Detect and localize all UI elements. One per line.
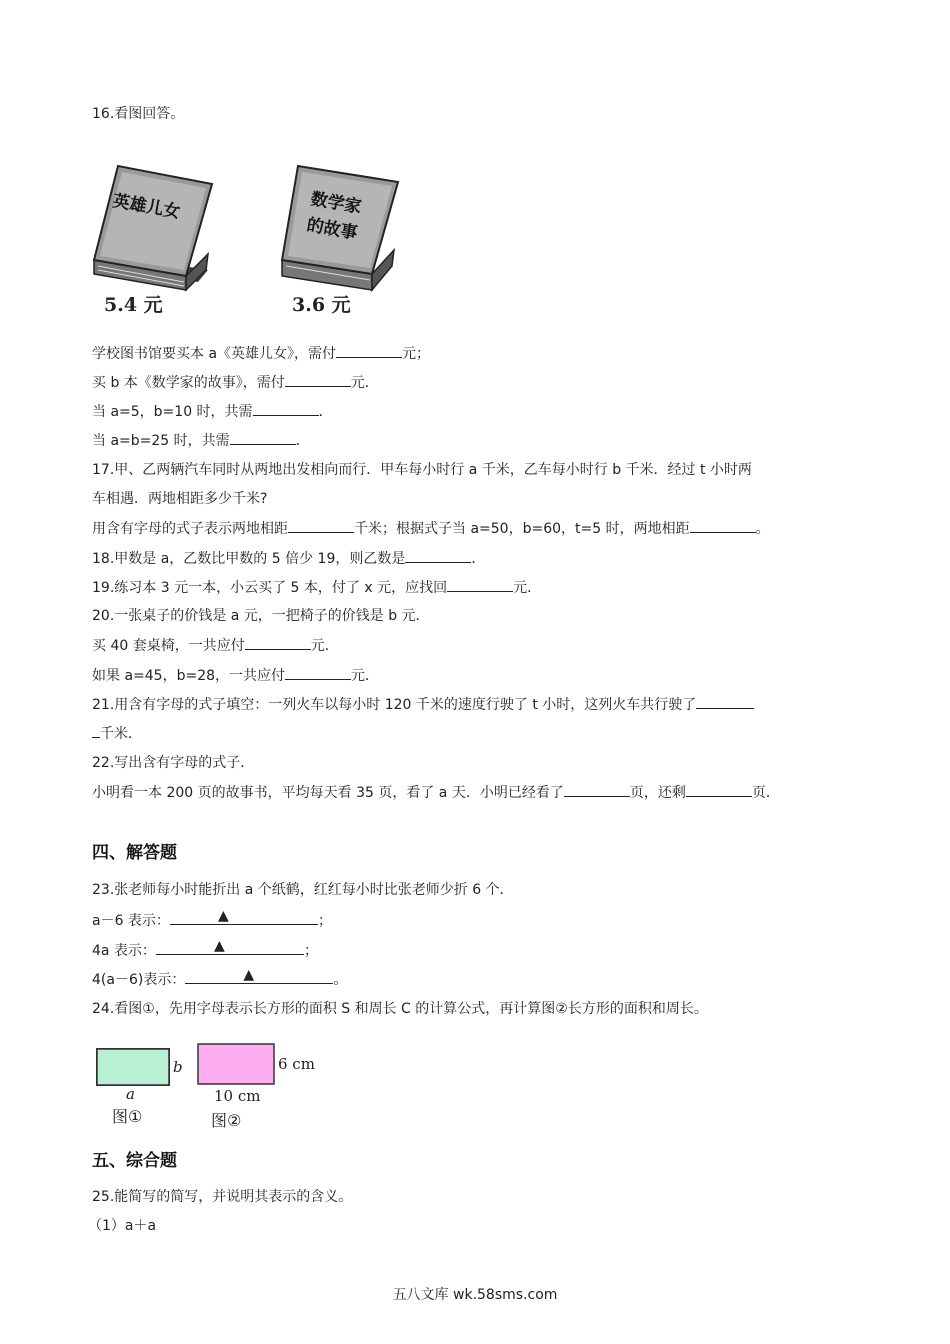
question-24-line-1: 24.看图①，先用字母表示长方形的面积 S 和周长 C 的计算公式，再计算图②长方形的面积和周长。 <box>92 1001 708 1017</box>
text-segment: 。 <box>333 972 348 988</box>
text-segment: 页，还剩 <box>629 785 686 801</box>
answer-blank <box>170 910 318 925</box>
text-segment: 学校图书馆要买本 a《英雄儿女》，需付 <box>92 346 337 362</box>
text-segment: 页． <box>751 785 780 801</box>
answer-blank <box>447 577 513 592</box>
triangle-marker-icon: ▲ <box>243 967 255 983</box>
question-23-line-3 <box>92 940 318 961</box>
figure-1-side-label: b <box>173 1058 183 1076</box>
question-19 <box>92 577 541 598</box>
triangle-marker-icon: ▲ <box>217 908 229 924</box>
answer-blank <box>405 548 471 563</box>
question-16-line-3 <box>92 401 333 422</box>
text-segment: 用含有字母的式子表示两地相距 <box>92 521 288 537</box>
answer-blank <box>253 401 319 416</box>
text-segment: 4(a－6)表示： <box>92 972 186 988</box>
figure-2-bottom-label: 10 cm <box>214 1087 261 1105</box>
answer-blank <box>696 694 754 709</box>
text-segment: 小明看一本 200 页的故事书，平均每天看 35 页，看了 a 天．小明已经看了 <box>92 785 564 801</box>
text-segment: 元． <box>351 668 380 684</box>
question-17-line-1: 17.甲、乙两辆汽车同时从两地出发相向而行．甲车每小时行 a 千米，乙车每小时行 b 千米．经过 t 小时两 <box>92 462 752 478</box>
figure-1-bottom-label: a <box>126 1085 135 1103</box>
question-20-line-3 <box>92 665 379 686</box>
question-20-line-1: 20.一张桌子的价钱是 a 元，一把椅子的价钱是 b 元． <box>92 608 430 624</box>
section-4-heading: 四、解答题 <box>92 843 177 863</box>
text-segment: 千米． <box>100 726 142 742</box>
section-5-heading: 五、综合题 <box>92 1151 177 1171</box>
text-segment: 19.练习本 3 元一本，小云买了 5 本，付了 x 元，应找回 <box>92 580 448 596</box>
question-16-line-4 <box>92 430 310 451</box>
text-segment: a－6 表示： <box>92 913 170 929</box>
book1-price: 5.4 元 <box>104 294 163 316</box>
question-20-line-2 <box>92 635 339 656</box>
answer-blank <box>564 782 630 797</box>
answer-blank <box>92 723 100 738</box>
question-18 <box>92 548 485 569</box>
text-segment: ． <box>295 433 310 449</box>
text-segment: 元． <box>350 375 379 391</box>
text-segment: 元； <box>402 346 431 362</box>
answer-blank <box>230 430 296 445</box>
question-17-line-2: 车相遇．两地相距多少千米? <box>92 491 268 507</box>
text-segment: 如果 a=45，b=28，一共应付 <box>92 668 286 684</box>
question-16-line-2 <box>92 372 379 393</box>
book2-price: 3.6 元 <box>292 294 351 316</box>
text-segment: 元． <box>310 638 339 654</box>
question-23-line-1: 23.张老师每小时能折出 a 个纸鹤，红红每小时比张老师少折 6 个． <box>92 882 514 898</box>
text-segment: 。 <box>755 521 770 537</box>
text-segment: 18.甲数是 a，乙数比甲数的 5 倍少 19，则乙数是 <box>92 551 406 567</box>
answer-blank <box>336 343 402 358</box>
text-segment: 千米；根据式子当 a=50，b=60，t=5 时，两地相距 <box>354 521 690 537</box>
question-22-line-2 <box>92 782 780 803</box>
answer-blank <box>156 940 304 955</box>
text-segment: 4a 表示： <box>92 943 156 959</box>
question-25-line-1: 25.能简写的简写，并说明其表示的含义。 <box>92 1189 353 1205</box>
question-23-line-4 <box>92 969 347 990</box>
question-21-line-1 <box>92 694 754 715</box>
text-segment: ． <box>318 404 333 420</box>
answer-blank <box>285 372 351 387</box>
answer-blank <box>245 635 311 650</box>
text-segment: 当 a=5，b=10 时，共需 <box>92 404 253 420</box>
text-segment: 买 b 本《数学家的故事》，需付 <box>92 375 285 391</box>
text-segment: ． <box>471 551 486 567</box>
book2-title-line1: 数学家 <box>309 189 363 218</box>
question-23-line-2 <box>92 910 332 931</box>
text-segment: ； <box>303 943 318 959</box>
figure-2-caption: 图② <box>211 1111 242 1130</box>
question-25-line-2: （1）a＋a <box>88 1218 157 1234</box>
figure-1-caption: 图① <box>112 1107 143 1126</box>
question-16-title: 16.看图回答。 <box>92 106 185 122</box>
triangle-marker-icon: ▲ <box>213 938 225 954</box>
answer-blank <box>185 969 333 984</box>
question-22-line-1: 22.写出含有字母的式子． <box>92 755 255 771</box>
text-segment: ； <box>317 913 332 929</box>
book1-title: 英雄儿女 <box>111 191 182 223</box>
rectangle-figure-2 <box>197 1043 275 1085</box>
text-segment: 21.用含有字母的式子填空：一列火车以每小时 120 千米的速度行驶了 t 小时，这列火车共行驶了 <box>92 697 697 713</box>
answer-blank <box>690 518 756 533</box>
figure-2-side-label: 6 cm <box>278 1055 315 1073</box>
answer-blank <box>288 518 354 533</box>
page-footer-watermark: 五八文库 wk.58sms.com <box>392 1287 558 1303</box>
question-17-line-3 <box>92 518 770 539</box>
answer-blank <box>285 665 351 680</box>
question-16-line-1 <box>92 343 430 364</box>
text-segment: 买 40 套桌椅，一共应付 <box>92 638 245 654</box>
answer-blank <box>686 782 752 797</box>
book2-title-line2: 的故事 <box>305 215 359 244</box>
rectangle-figure-1-fill <box>96 1048 170 1086</box>
text-segment: 当 a=b=25 时，共需 <box>92 433 230 449</box>
text-segment: 元． <box>513 580 542 596</box>
question-21-line-2 <box>92 723 142 744</box>
